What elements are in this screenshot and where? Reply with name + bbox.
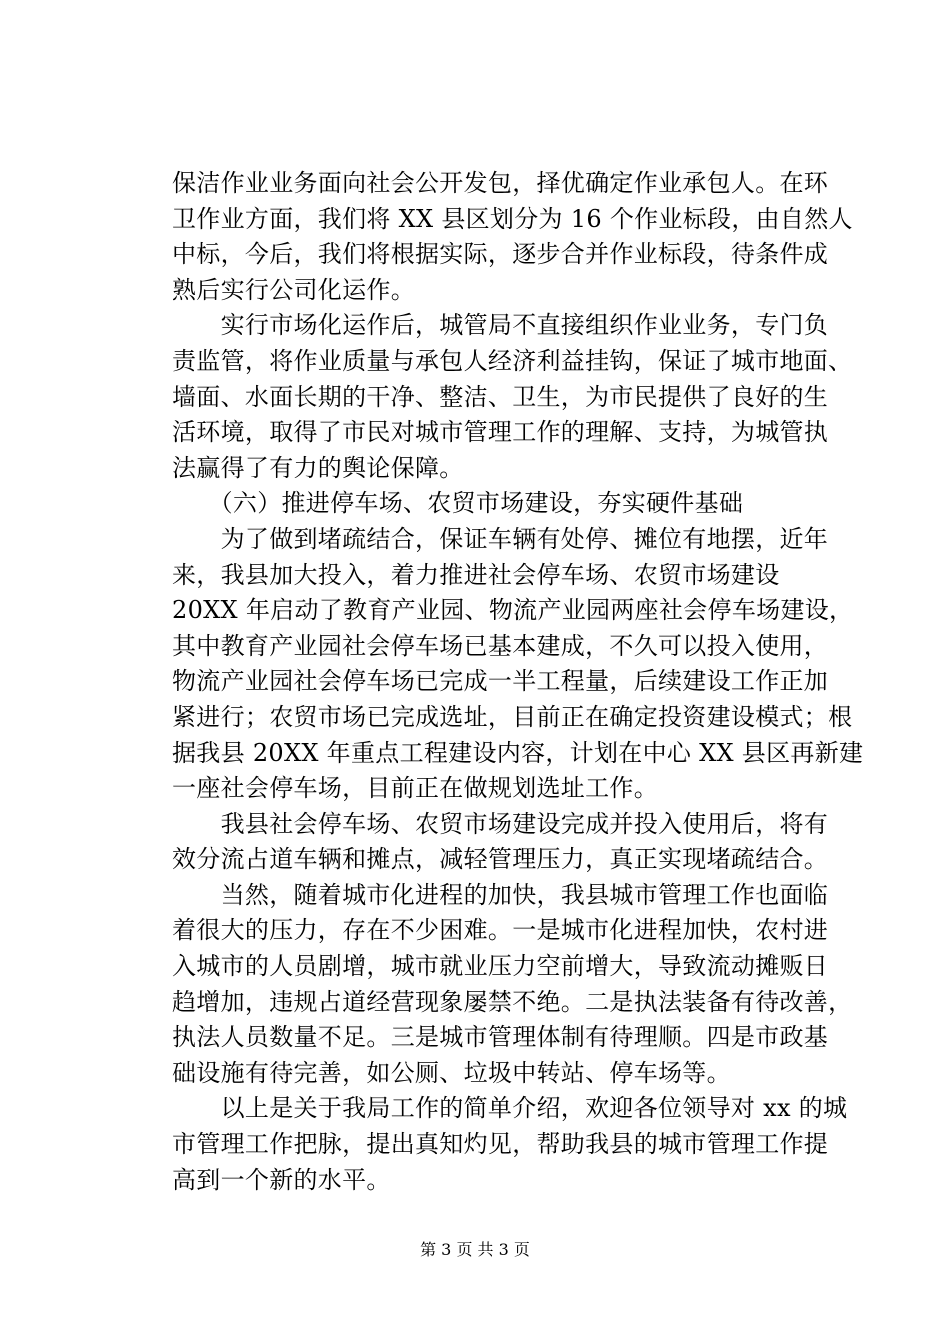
text-line: 我县社会停车场、农贸市场建设完成并投入使用后，将有 bbox=[172, 809, 829, 838]
text-line: 入城市的人员剧增，城市就业压力空前增大，导致流动摊贩日 bbox=[172, 952, 829, 981]
text-line: 础设施有待完善，如公厕、垃圾中转站、停车场等。 bbox=[172, 1058, 731, 1087]
text-line: 市管理工作把脉，提出真知灼见，帮助我县的城市管理工作提 bbox=[172, 1130, 829, 1159]
text-line: 活环境，取得了市民对城市管理工作的理解、支持，为城管执 bbox=[172, 418, 829, 447]
text-line: 为了做到堵疏结合，保证车辆有处停、摊位有地摆，近年 bbox=[172, 524, 829, 553]
text-line: 以上是关于我局工作的简单介绍，欢迎各位领导对 xx 的城 bbox=[172, 1094, 848, 1123]
text-line: 物流产业园社会停车场已完成一半工程量，后续建设工作正加 bbox=[172, 667, 829, 696]
text-line: 高到一个新的水平。 bbox=[172, 1165, 391, 1194]
text-line: 当然，随着城市化进程的加快，我县城市管理工作也面临 bbox=[172, 880, 829, 909]
text-line: 中标，今后，我们将根据实际，逐步合并作业标段，待条件成 bbox=[172, 240, 829, 269]
text-line: 法赢得了有力的舆论保障。 bbox=[172, 453, 464, 482]
text-line: 一座社会停车场，目前正在做规划选址工作。 bbox=[172, 774, 658, 803]
text-line: 20XX 年启动了教育产业园、物流产业园两座社会停车场建设， bbox=[172, 596, 854, 625]
text-line: 熟后实行公司化运作。 bbox=[172, 275, 415, 304]
document-body bbox=[172, 166, 864, 1198]
text-line: 卫作业方面，我们将 XX 县区划分为 16 个作业标段，由自然人 bbox=[172, 204, 853, 233]
text-line: 着很大的压力，存在不少困难。一是城市化进程加快，农村进 bbox=[172, 916, 829, 945]
text-line: 实行市场化运作后，城管局不直接组织作业业务，专门负 bbox=[172, 311, 829, 340]
text-line: 责监管，将作业质量与承包人经济利益挂钩，保证了城市地面、 bbox=[172, 346, 853, 375]
text-line: 来，我县加大投入，着力推进社会停车场、农贸市场建设 bbox=[172, 560, 780, 589]
text-line: 保洁作业业务面向社会公开发包，择优确定作业承包人。在环 bbox=[172, 169, 829, 197]
section-heading: （六）推进停车场、农贸市场建设，夯实硬件基础 bbox=[172, 489, 744, 518]
text-line: 其中教育产业园社会停车场已基本建成，不久可以投入使用， bbox=[172, 631, 829, 660]
text-line: 紧进行；农贸市场已完成选址，目前正在确定投资建设模式；根 bbox=[172, 702, 853, 731]
text-line: 据我县 20XX 年重点工程建设内容，计划在中心 XX 县区再新建 bbox=[172, 738, 864, 767]
page-footer: 第 3 页 共 3 页 bbox=[420, 1240, 530, 1259]
text-line: 效分流占道车辆和摊点，减轻管理压力，真正实现堵疏结合。 bbox=[172, 845, 829, 874]
text-line: 趋增加，违规占道经营现象屡禁不绝。二是执法装备有待改善， bbox=[172, 987, 853, 1016]
text-line: 墙面、水面长期的干净、整洁、卫生，为市民提供了良好的生 bbox=[172, 382, 829, 411]
text-line: 执法人员数量不足。三是城市管理体制有待理顺。四是市政基 bbox=[172, 1023, 829, 1052]
